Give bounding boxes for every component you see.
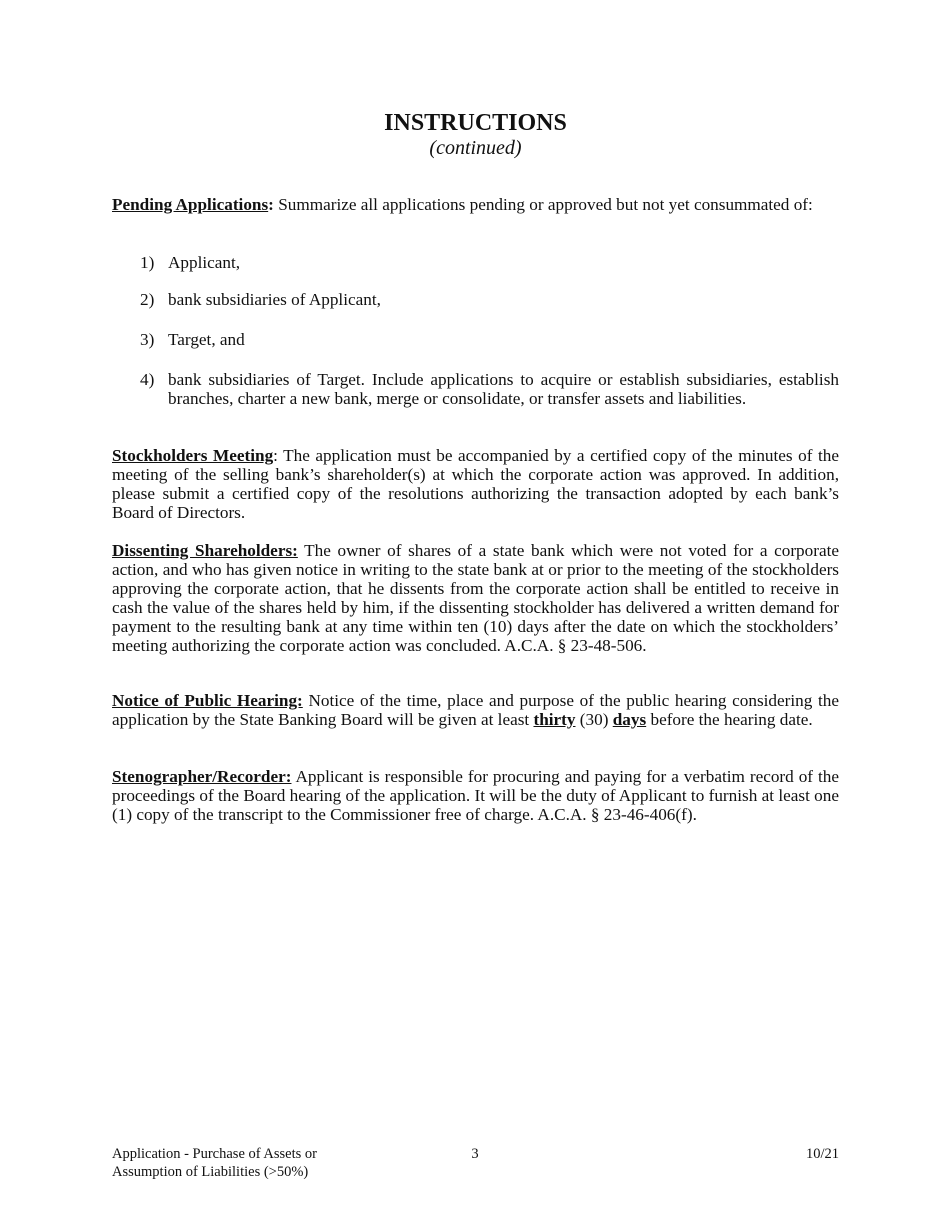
revision-date: 10/21	[805, 1146, 839, 1162]
footer-title-line-2: Assumption of Liabilities (>50%)	[112, 1164, 309, 1180]
stenographer-recorder-heading: Stenographer/Recorder:	[112, 767, 292, 786]
stockholders-meeting-heading: Stockholders Meeting	[112, 446, 274, 465]
footer-title-line-1: Application - Purchase of Assets or	[112, 1146, 317, 1162]
list-item	[140, 254, 839, 273]
notice-text-middle: (30)	[575, 709, 613, 729]
stockholders-meeting-text: The application must be accompanied by a certified copy of the minutes of the meeting of the selling bank’s shareholder(s) at which the corporate action was approved. In addition, please submit a certified copy of the resolutions authorizing the transaction adopted by each bank’s Board of Directors.	[112, 446, 839, 522]
page-number: 3	[471, 1146, 479, 1162]
page-subtitle: (continued)	[429, 137, 522, 159]
notice-of-public-hearing-heading: Notice of Public Hearing:	[112, 691, 303, 710]
list-item-number: 4)	[140, 370, 155, 389]
stockholders-meeting-heading-colon: :	[273, 446, 278, 465]
stenographer-recorder-text: Applicant is responsible for procuring and paying for a verbatim record of the proceedings of the Board hearing of the application. It will be the duty of Applicant to furnish at least one (1) copy of the transcript to the Commissioner free of charge. A.C.A. § 23-46-406(f).	[112, 767, 839, 824]
pending-applications-heading-colon: :	[268, 195, 274, 214]
list-item-number: 1)	[140, 253, 155, 272]
list-item-number: 2)	[140, 290, 155, 309]
dissenting-shareholders-heading: Dissenting Shareholders:	[112, 541, 298, 560]
notice-of-public-hearing-paragraph	[112, 692, 839, 730]
list-item-number: 3)	[140, 330, 155, 349]
list-item	[140, 291, 839, 310]
pending-applications-heading: Pending Applications	[112, 195, 269, 214]
dissenting-shareholders-paragraph	[112, 542, 839, 655]
notice-days-emphasis: days	[612, 709, 647, 729]
notice-text-before: Notice of the time, place and purpose of the public hearing considering the application by the State Banking Board will be given at least	[112, 691, 840, 729]
page-title: INSTRUCTIONS	[384, 110, 567, 136]
list-item	[140, 331, 839, 350]
list-item-text: bank subsidiaries of Target. Include applications to acquire or establish subsidiaries, establish branches, charter a new bank, merge or consolidate, or transfer assets and liabilities.	[168, 370, 839, 408]
list-item	[140, 371, 839, 409]
notice-thirty-emphasis: thirty	[533, 709, 576, 729]
pending-applications-text: Summarize all applications pending or approved but not yet consummated of:	[273, 195, 813, 214]
list-item-text: Target, and	[168, 330, 245, 349]
dissenting-shareholders-text: The owner of shares of a state bank which were not voted for a corporate action, and who has given notice in writing to the state bank at or prior to the meeting of the stockholders approving the corporate action, that he dissents from the corporate action shall be entitled to receive in cash the value of the shares held by him, if the dissenting stockholder has delivered a written demand for payment to the resulting bank at any time within ten (10) days after the date on which the stockholders’ meeting authorizing the corporate action was concluded. A.C.A. § 23-48-506.	[112, 541, 839, 655]
pending-applications-paragraph	[112, 196, 839, 215]
list-item-text: Applicant,	[168, 253, 241, 272]
notice-text-after: before the hearing date.	[646, 709, 813, 729]
footer-document-title	[112, 1145, 412, 1181]
stenographer-recorder-paragraph	[112, 768, 839, 825]
stockholders-meeting-paragraph	[112, 447, 839, 523]
list-item-text: bank subsidiaries of Applicant,	[168, 290, 381, 309]
